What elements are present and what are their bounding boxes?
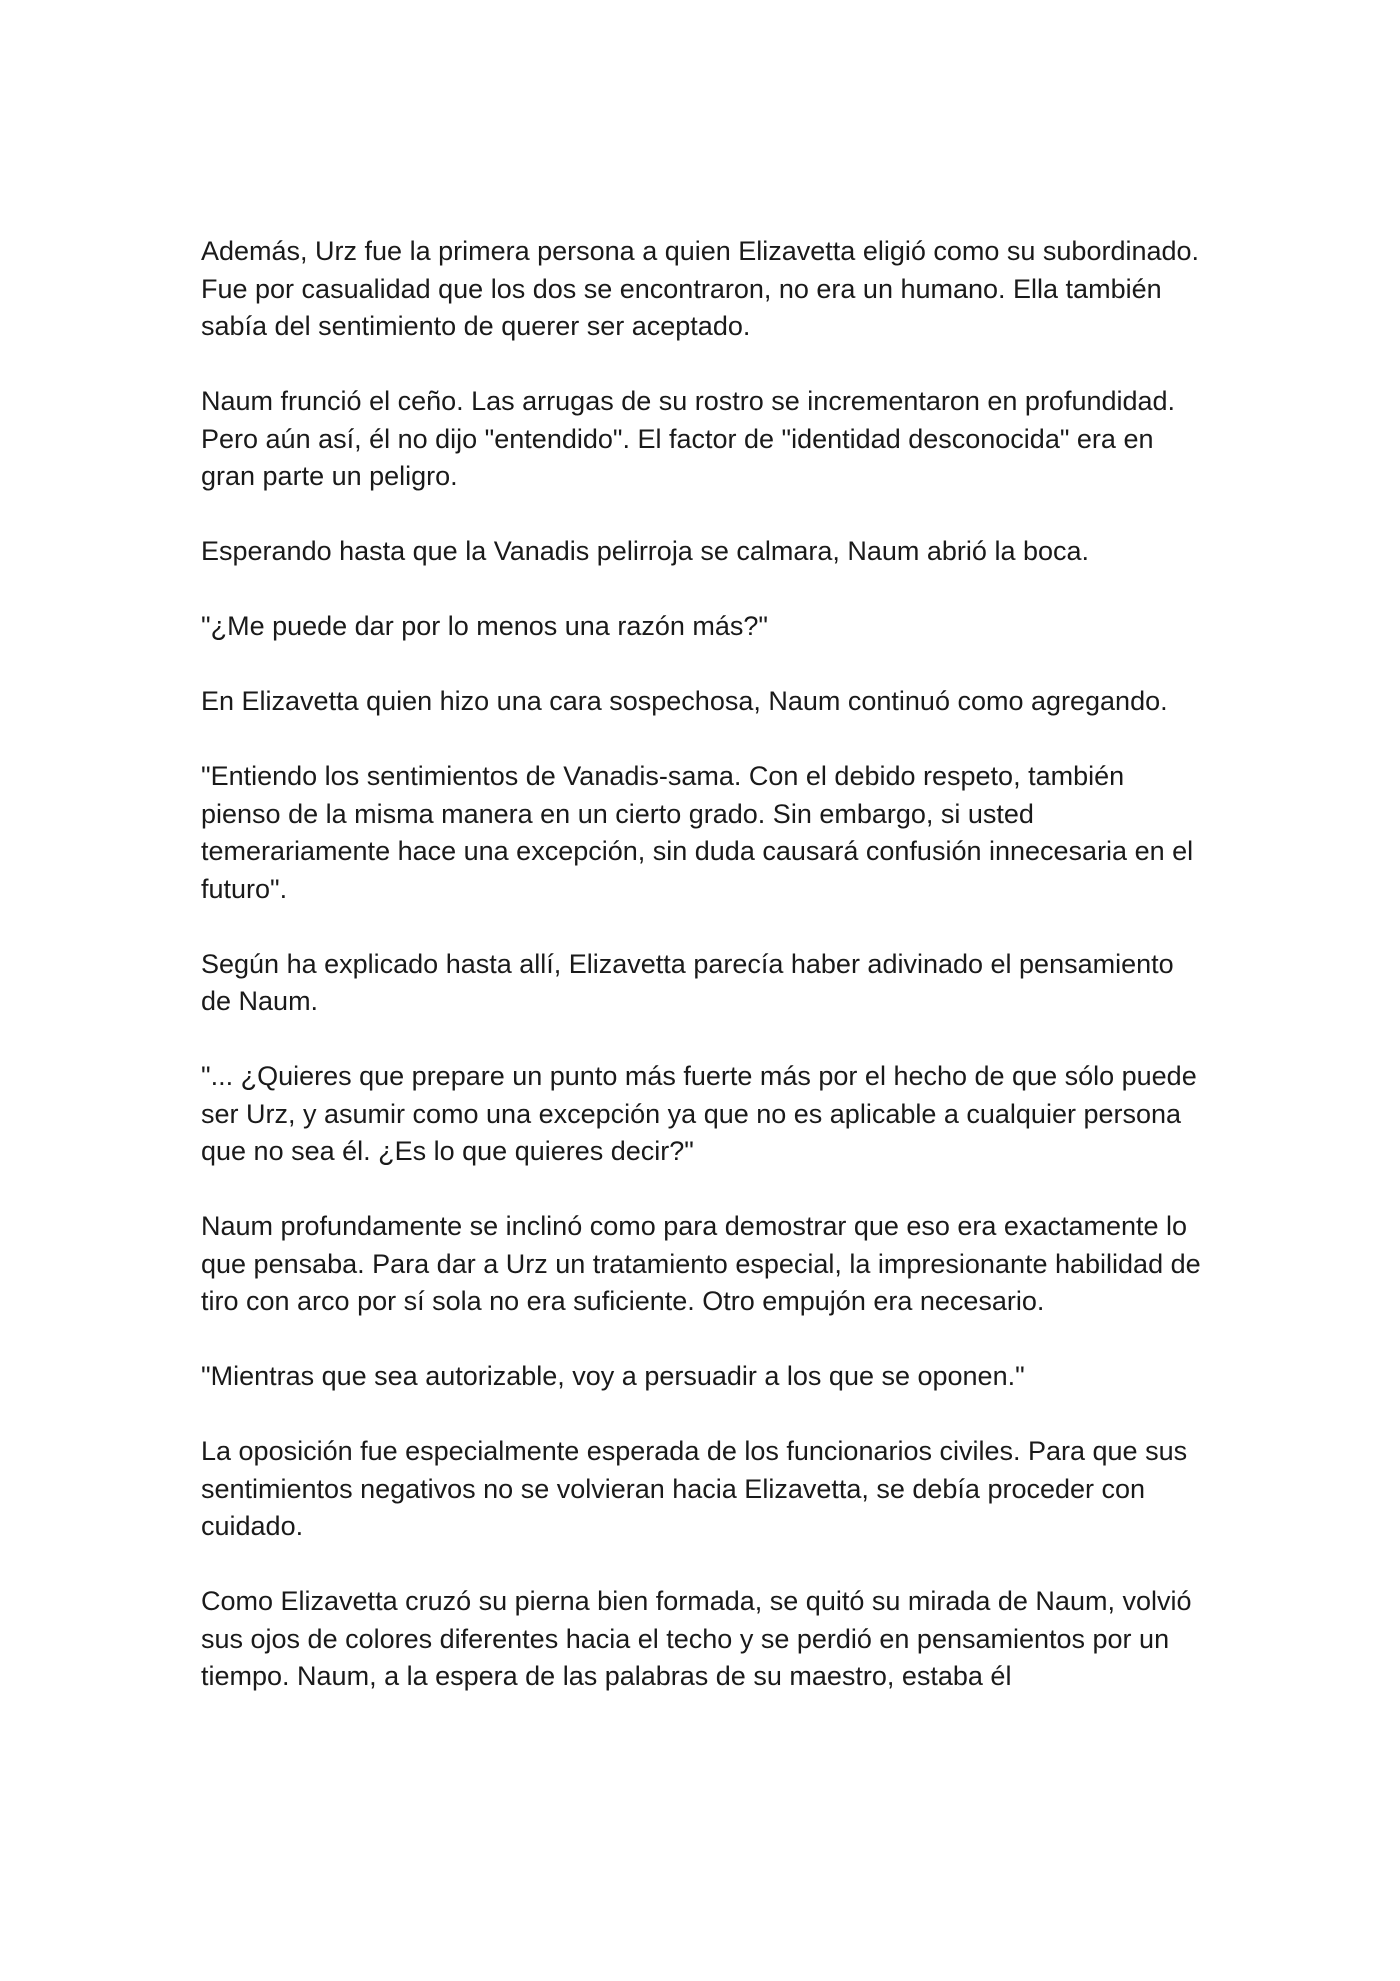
paragraph-4: "¿Me puede dar por lo menos una razón más?" — [201, 611, 768, 641]
paragraph-7: Según ha explicado hasta allí, Elizavetta parecía haber adivinado el pensamiento de Naum. — [201, 948, 1174, 1016]
paragraph-9: Naum profundamente se inclinó como para demostrar que eso era exactamente lo que pensaba. Para dar a Urz un tratamiento especial, la impresionante habilidad de tiro con arco por sí sola no era suficiente. Otro empujón era necesario. — [201, 1211, 1201, 1316]
paragraph-11: La oposición fue especialmente esperada de los funcionarios civiles. Para que sus sentimientos negativos no se volvieran hacia Elizavetta, se debía proceder con cuidado. — [201, 1436, 1188, 1541]
paragraph-2: Naum frunció el ceño. Las arrugas de su rostro se incrementaron en profundidad. Pero aún así, él no dijo "entendido". El factor de "identidad desconocida" era en gran parte un peligro. — [201, 386, 1176, 491]
paragraph-8: "... ¿Quieres que prepare un punto más fuerte más por el hecho de que sólo puede ser Urz, y asumir como una excepción ya que no es aplicable a cualquier persona que no sea él. ¿Es lo que quieres decir?" — [201, 1061, 1197, 1166]
document-body — [201, 233, 1211, 1696]
paragraph-10: "Mientras que sea autorizable, voy a persuadir a los que se oponen." — [201, 1361, 1025, 1391]
paragraph-1: Además, Urz fue la primera persona a quien Elizavetta eligió como su subordinado. Fue por casualidad que los dos se encontraron, no era un humano. Ella también sabía del sentimiento de querer ser aceptado. — [201, 236, 1200, 341]
paragraph-12: Como Elizavetta cruzó su pierna bien formada, se quitó su mirada de Naum, volvió sus ojos de colores diferentes hacia el techo y se perdió en pensamientos por un tiempo. Naum, a la espera de las palabras de su maestro, estaba él — [201, 1586, 1192, 1691]
paragraph-3: Esperando hasta que la Vanadis pelirroja se calmara, Naum abrió la boca. — [201, 536, 1090, 566]
paragraph-6: "Entiendo los sentimientos de Vanadis-sama. Con el debido respeto, también pienso de la misma manera en un cierto grado. Sin embargo, si usted temerariamente hace una excepción, sin duda causará confusión innecesaria en el futuro". — [201, 761, 1194, 904]
paragraph-5: En Elizavetta quien hizo una cara sospechosa, Naum continuó como agregando. — [201, 686, 1168, 716]
